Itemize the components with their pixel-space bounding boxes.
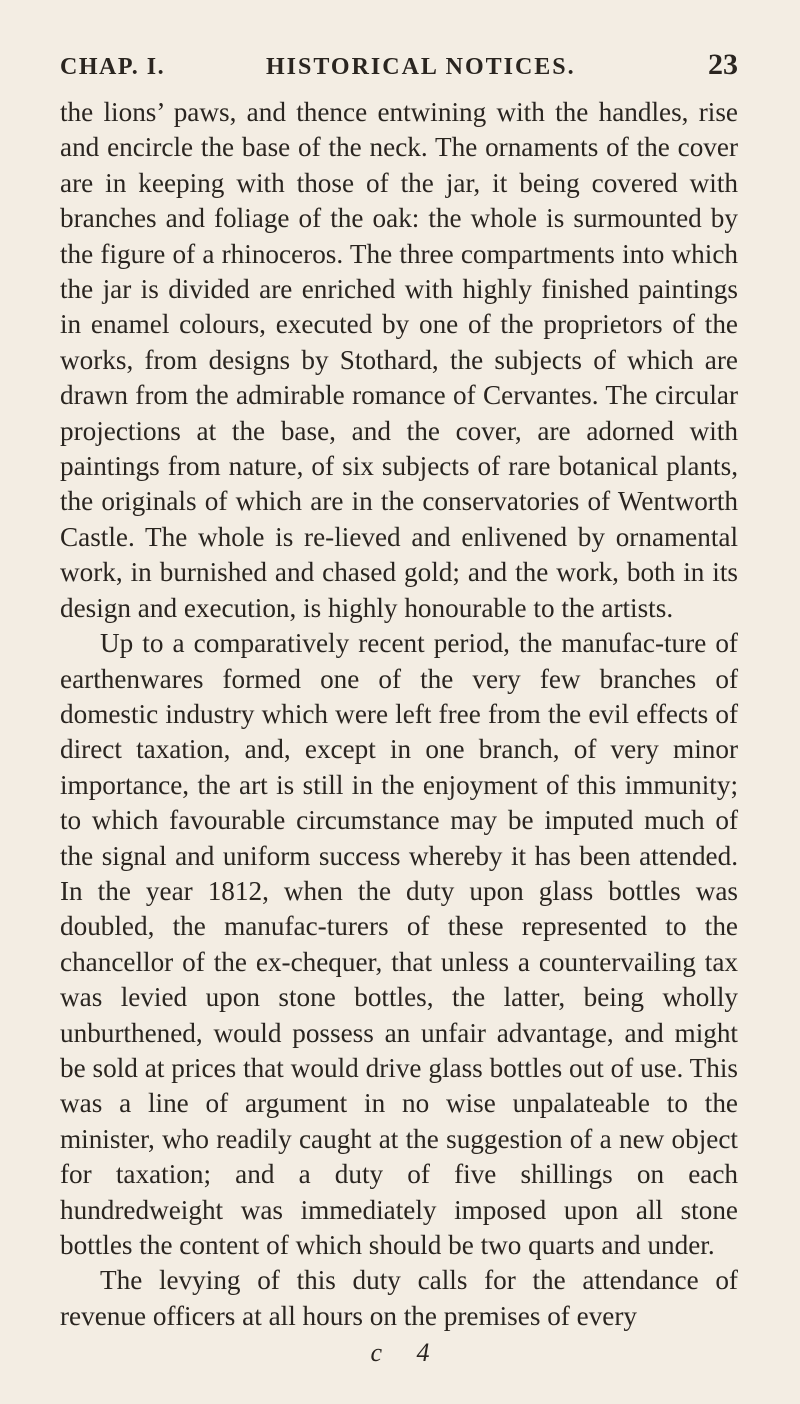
chapter-label: CHAP. I. [60,54,166,80]
body-text [60,95,738,1334]
paragraph-2: Up to a comparatively recent period, the manufac-ture of earthenwares formed one of the very few branches of domestic industry which were left free from the evil effects of direct taxation, and, except in one branch, of very minor importance, the art is still in the enjoyment of this immunity; to which favourable circumstance may be imputed much of the signal and uniform success whereby it has been attended. In the year 1812, when the duty upon glass bottles was doubled, the manufac-turers of these represented to the chancellor of the ex-chequer, that unless a countervailing tax was levied upon stone bottles, the latter, being wholly unburthened, would possess an unfair advantage, and might be sold at prices that would drive glass bottles out of use. This was a line of argument in no wise unpalateable to the minister, who readily caught at the suggestion of a new object for taxation; and a duty of five shillings on each hundredweight was immediately imposed upon all stone bottles the content of which should be two quarts and under. [60,628,738,1260]
page-number: 23 [708,48,738,81]
running-header [60,48,738,88]
paragraph-1: the lions’ paws, and thence entwining with the handles, rise and encircle the base of the neck. The ornaments of the cover are in keeping with those of the jar, it being covered with branches and foliage of the oak: the whole is surmounted by the figure of a rhinoceros. The three compartments into which the jar is divided are enriched with highly finished paintings in enamel colours, executed by one of the proprietors of the works, from designs by Stothard, the subjects of which are drawn from the admirable romance of Cervantes. The circular projections at the base, and the cover, are adorned with paintings from nature, of six subjects of rare botanical plants, the originals of which are in the conservatories of Wentworth Castle. The whole is re-lieved and enlivened by ornamental work, in burnished and chased gold; and the work, both in its design and execution, is highly honourable to the artists. [60,97,738,623]
paragraph-3: The levying of this duty calls for the attendance of revenue officers at all hours on the premises of every [60,1265,738,1331]
running-title: HISTORICAL NOTICES. [266,54,576,80]
signature-mark: c 4 [370,1338,444,1367]
